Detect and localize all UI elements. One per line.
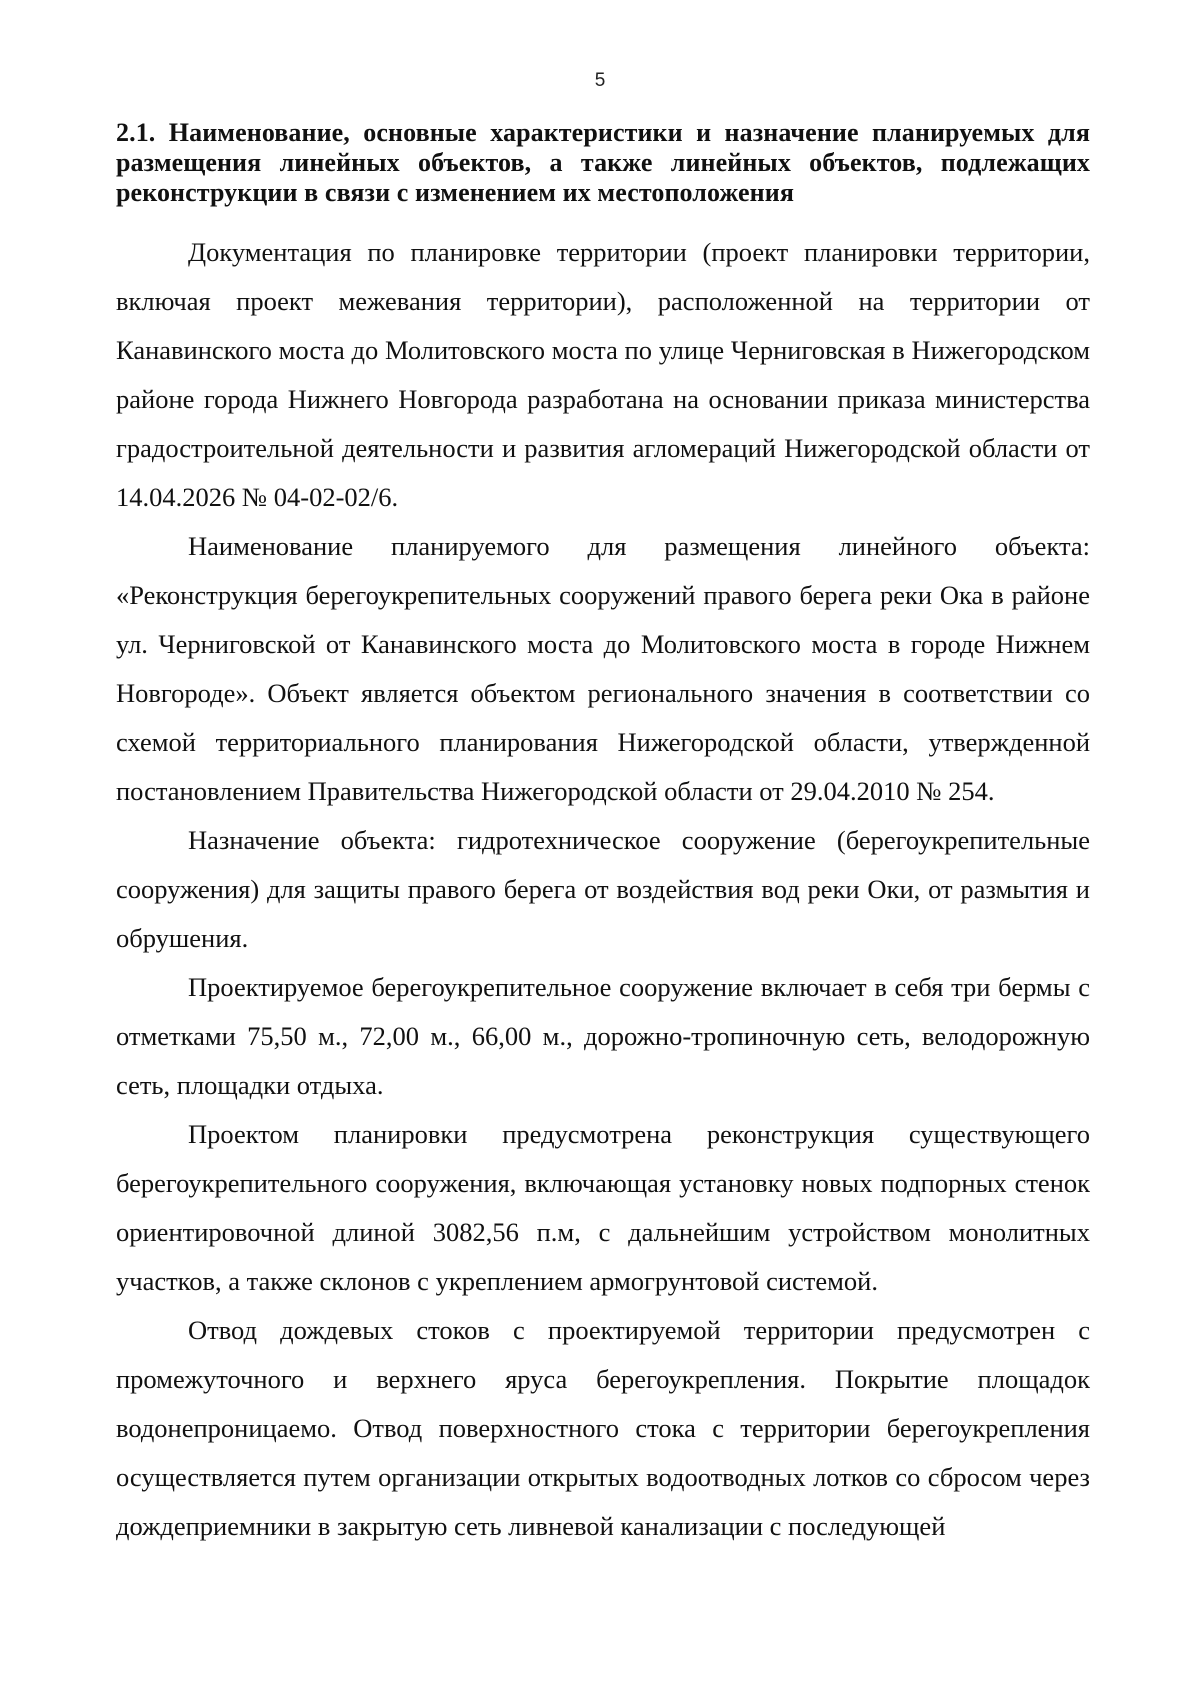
- paragraph-object-name: Наименование планируемого для размещения линейного объекта: «Реконструкция берегоукрепительных сооружений правого берега реки Ока в районе ул. Черниговской от Канавинского моста до Молитовского моста в городе Нижнем Новгороде». Объект является объектом регионального значения в соответствии со схемой территориального планирования Нижегородской области, утвержденной постановлением Правительства Нижегородской области от 29.04.2010 № 254.: [116, 531, 1090, 806]
- section-heading: 2.1. Наименование, основные характеристики и назначение планируемых для размещения линейных объектов, а также линейных объектов, подлежащих реконструкции в связи с изменением их местоположения: [116, 118, 1090, 207]
- paragraph-object-purpose: Назначение объекта: гидротехническое сооружение (берегоукрепительные сооружения) для защиты правого берега от воздействия вод реки Оки, от размытия и обрушения.: [116, 825, 1090, 953]
- paragraph-documentation-basis: Документация по планировке территории (проект планировки территории, включая проект межевания территории), расположенной на территории от Канавинского моста до Молитовского моста по улице Черниговская в Нижегородском районе города Нижнего Новгорода разработана на основании приказа министерства градостроительной деятельности и развития агломераций Нижегородской области от 14.04.2026 № 04-02-02/6.: [116, 237, 1090, 512]
- paragraph-reconstruction-plan: Проектом планировки предусмотрена реконструкция существующего берегоукрепительного сооружения, включающая установку новых подпорных стенок ориентировочной длиной 3082,56 п.м, с дальнейшим устройством монолитных участков, а также склонов с укреплением армогрунтовой системой.: [116, 1119, 1090, 1296]
- document-body: [116, 118, 1090, 1551]
- paragraph-stormwater-drainage: Отвод дождевых стоков с проектируемой территории предусмотрен с промежуточного и верхнего яруса берегоукрепления. Покрытие площадок водонепроницаемо. Отвод поверхностного стока с территории берегоукрепления осуществляется путем организации открытых водоотводных лотков со сбросом через дождеприемники в закрытую сеть ливневой канализации с последующей: [116, 1315, 1090, 1541]
- paragraph-structure-composition: Проектируемое берегоукрепительное сооружение включает в себя три бермы с отметками 75,50 м., 72,00 м., 66,00 м., дорожно-тропиночную сеть, велодорожную сеть, площадки отдыха.: [116, 972, 1090, 1100]
- page-number: 5: [594, 70, 606, 91]
